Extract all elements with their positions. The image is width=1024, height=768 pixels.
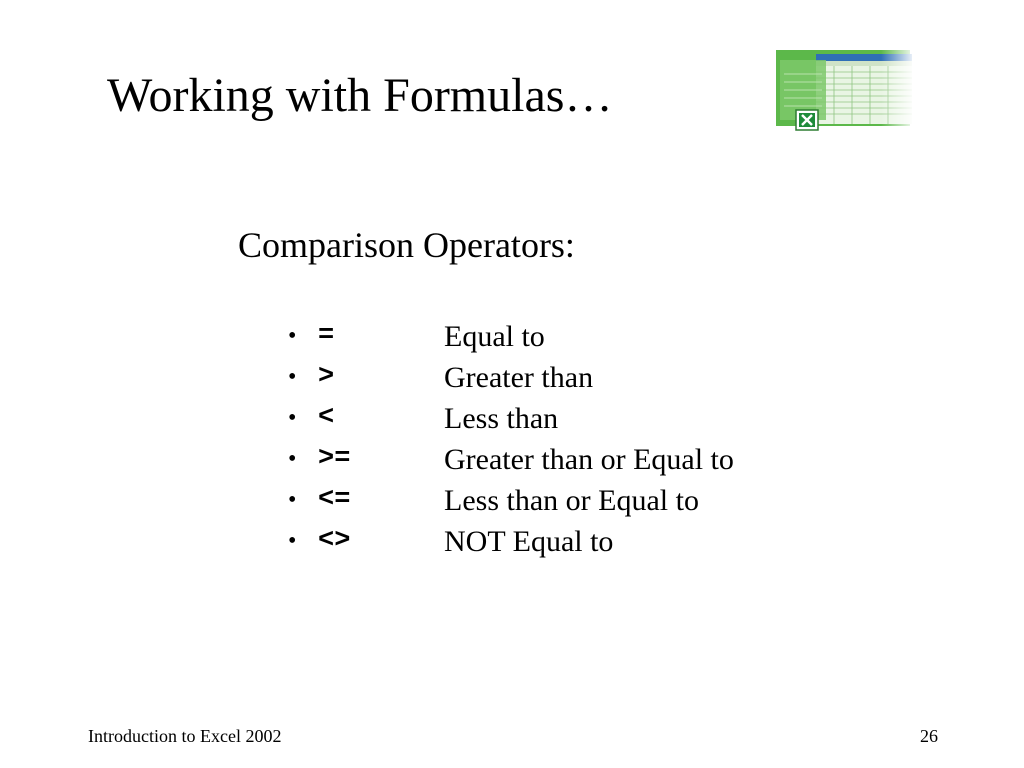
bullet-icon: • <box>288 528 297 554</box>
bullet-icon: • <box>288 364 297 390</box>
operator-symbol: >= <box>318 444 351 474</box>
operator-symbol: < <box>318 403 335 433</box>
operator-symbol: > <box>318 362 335 392</box>
operator-meaning: Equal to <box>444 320 545 353</box>
list-item <box>288 316 808 357</box>
list-item <box>288 480 808 521</box>
operator-meaning: Less than <box>444 402 559 435</box>
bullet-icon: • <box>288 446 297 472</box>
operator-meaning: Greater than <box>444 361 594 394</box>
operator-symbol: <> <box>318 526 351 556</box>
bullet-icon: • <box>288 487 297 513</box>
bullet-icon: • <box>288 405 297 431</box>
footer-course-title: Introduction to Excel 2002 <box>88 726 282 746</box>
operator-symbol: = <box>318 321 335 351</box>
page-number: 26 <box>920 726 938 746</box>
operator-symbol: <= <box>318 485 351 515</box>
operator-list <box>288 316 808 562</box>
list-item <box>288 439 808 480</box>
bullet-icon: • <box>288 323 297 349</box>
list-item <box>288 357 808 398</box>
operator-meaning: Greater than or Equal to <box>444 443 734 476</box>
excel-spreadsheet-icon <box>776 50 916 132</box>
list-item <box>288 521 808 562</box>
section-heading: Comparison Operators: <box>238 225 575 265</box>
list-item <box>288 398 808 439</box>
operator-meaning: NOT Equal to <box>444 525 614 558</box>
operator-meaning: Less than or Equal to <box>444 484 699 517</box>
slide-title: Working with Formulas… <box>107 69 613 122</box>
